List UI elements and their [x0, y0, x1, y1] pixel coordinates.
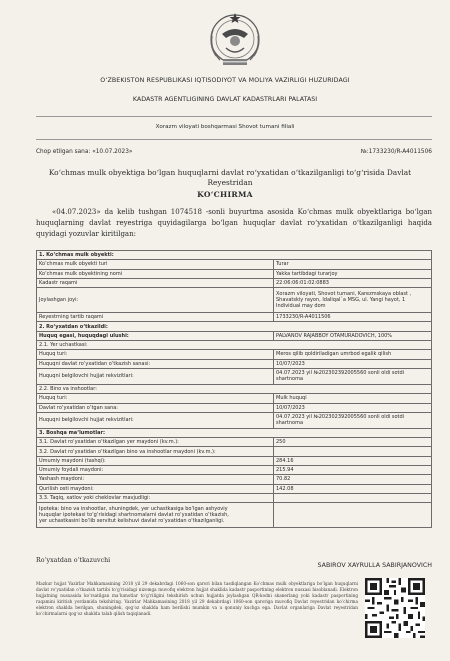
section-heading: 2. Ro‘yxatdan o‘tkazildi:	[37, 322, 432, 331]
branch-name: Xorazm viloyati boshqarmasi Shovot tumani filiali	[155, 124, 295, 130]
field-label: 3.3. Taqiq, xatlov yoki cheklovlar mavjudligi:	[37, 493, 274, 502]
field-value: Mulk huquqi	[274, 394, 432, 403]
address-line: Shavatskiy rayon, Idaliqal`a MSG, ul. Yangi hayot, 1	[276, 297, 406, 304]
mortgage-line: yer uchastkasini bo‘lib servitut kelishuvi davlat ro‘yxatidan o‘tkazilganligi.	[39, 518, 225, 525]
field-label	[37, 503, 274, 528]
mortgage-line: huquqlar ipotekasi to‘g‘risidagi shartnomalarni davlat ro‘yxatidan o‘tkazish,	[39, 512, 229, 519]
field-value: 10/07/2023	[274, 403, 432, 412]
field-value: Yakka tartibdagi turarjoy	[274, 269, 432, 278]
mortgage-line: Ipoteka: bino va inshootlar, shuningdek, yer uchastkasiga bo‘lgan ashyoviy	[39, 505, 228, 512]
field-label: Joylashgan joyi:	[37, 288, 274, 313]
doc-line: shartnoma	[276, 376, 304, 383]
state-emblem-icon	[206, 10, 264, 70]
field-value	[274, 412, 432, 428]
section-heading: 3. Boshqa ma‘lumotlar:	[37, 428, 432, 437]
field-value: PALVANOV RAJABBOY OTAMURADOVICH, 100%	[274, 331, 432, 340]
field-label: Ko‘chmas mulk obyektining nomi	[37, 269, 274, 278]
field-value: 284.16	[274, 456, 432, 465]
section-heading: 1. Ko‘chmas mulk obyekti:	[37, 251, 432, 260]
field-value: Turar	[274, 260, 432, 269]
address-line: Individual may dom	[276, 303, 326, 310]
signer-name: SABIROV XAYRULLA SABIRJANOVICH	[317, 562, 432, 569]
field-label: Huquq turi:	[37, 394, 274, 403]
field-value: Meros qilib qoldiriladigan umrbod egalik qilish	[274, 350, 432, 359]
intro-paragraph	[36, 207, 432, 239]
field-value: 142.08	[274, 484, 432, 493]
print-date: Chop etilgan sana: «10.07.2023»	[36, 149, 133, 155]
qr-code-icon[interactable]	[365, 578, 425, 638]
field-value: 250	[274, 438, 432, 447]
field-value: 22:06:06:01:02:0883	[274, 278, 432, 287]
chamber-heading: KADASTR AGENTLIGINING DAVLAT KADASTRLARI PALATASI	[132, 96, 318, 103]
subsection-heading: 2.1. Yer uchastkasi:	[37, 341, 432, 350]
field-value: 1733230/R-A4011506	[274, 313, 432, 322]
field-value: 70.82	[274, 475, 432, 484]
field-label: Huquq turi:	[37, 350, 274, 359]
field-value: 215.94	[274, 466, 432, 475]
intro-text: «04.07.2023» da kelib tushgan 1074518 -sonli buyurtma asosida Ko‘chmas mulk obyektlariga bo‘lgan huquqlarning davlat reyestriga quyidagilarga bo‘lgan huquqlar davlat ro‘yxatidan o‘tkazilganligi haqida quyidagi yozuvlar kiritilgan:	[36, 208, 432, 238]
doc-line: 04.07.2023 yil №202302392005560 sonli oldi sotdi	[276, 370, 405, 377]
field-value	[274, 288, 432, 313]
field-label: Huquqni belgilovchi hujjat rekvizitlari:	[37, 368, 274, 384]
subsection-heading: 2.2. Bino va inshootlar:	[37, 384, 432, 393]
field-label: Umumiy maydoni (tashqi):	[37, 456, 274, 465]
field-label: Qurilish osti maydoni:	[37, 484, 274, 493]
field-label: Huquqni belgilovchi hujjat rekvizitlari:	[37, 412, 274, 428]
registration-number: №:1733230/R-A4011506	[360, 149, 432, 155]
field-label: 3.2. Davlat ro‘yxatidan o‘tkazilgan bino va inshootlar maydoni (kv.m.):	[37, 447, 274, 456]
field-label: Davlat ro‘yxatidan o‘tgan sana:	[37, 403, 274, 412]
field-value	[274, 503, 432, 528]
divider	[36, 139, 432, 140]
doc-line: shartnoma	[276, 420, 304, 427]
field-label: Ko‘chmas mulk obyekti turi	[37, 260, 274, 269]
field-label: Umumiy foydali maydoni:	[37, 466, 274, 475]
field-value: 10/07/2023	[274, 359, 432, 368]
registrar-label: Ro‘yxatdan o‘tkazuvchi	[36, 557, 111, 564]
divider	[36, 116, 432, 117]
field-value	[274, 447, 432, 456]
field-label: Huquqni davlat ro‘yxatidan o‘tkazish sanasi:	[37, 359, 274, 368]
document-title: Ko‘chmas mulk obyektiga bo‘lgan huquqlarni davlat ro‘yxatidan o‘tkazilganligi to‘g‘risida Davlat Reyestridan	[48, 168, 412, 187]
document-subtitle: KO‘CHIRMA	[197, 190, 253, 199]
disclaimer-text: Mazkur hujjat Vazirlar Mahkamasining 2018 yil 29 dekabrdagi 1060-son qarori bilan tasdiqlangan Ko‘chmas mulk obyektlariga bo‘lgan huquqlarni davlat ro‘yxatidan o‘tkazish tartibi to‘g‘risidagi nizomga muvofiq elektron hujjat shaklida kadastr pasportining elektron nusxasi hisoblanadi. Elektron hujjatning nusxasida ko‘rsatilgan ma‘lumotlar to‘g‘riligini tekshirish uchun hujjatda joylashgan QR-kodni skanerlang yoki kadastr pasportining raqamini kiritish yordamida tekshiring. Vazirlar Mahkamasining 2018 yil 29 dekabrdagi 1060-son qaroriga muvofiq Davlat reyestridan ko‘chirma elektron shaklda berilgan, shuningdek, qog‘oz shaklda ham berilishi mumkin va u qonuniy kuchga ega. Davlat organlariga Davlat reyestridan ko‘chirmalarni qog‘oz shaklda talab qilish taqiqlanadi.	[36, 581, 358, 616]
doc-line: 04.07.2023 yil №202302392005560 sonli oldi sotdi	[276, 414, 405, 421]
field-value	[274, 368, 432, 384]
field-label: Kadastr raqami	[37, 278, 274, 287]
field-label: 3.1. Davlat ro‘yxatidan o‘tkazilgan yer maydoni (kv.m.):	[37, 438, 274, 447]
field-label: Yashash maydoni:	[37, 475, 274, 484]
field-label: Huquq egasi, huquqdagi ulushi:	[37, 331, 274, 340]
field-value	[274, 493, 432, 502]
registry-table	[36, 250, 432, 528]
address-line: Xorazm viloyati, Shovot tumani, Karezmskaya oblast ,	[276, 290, 412, 297]
ministry-heading: O‘ZBEKISTON RESPUBLIKASI IQTISODIYOT VA MOLIYA VAZIRLIGI HUZURIDAGI	[100, 77, 350, 84]
field-label: Reyestrning tartib raqami	[37, 313, 274, 322]
